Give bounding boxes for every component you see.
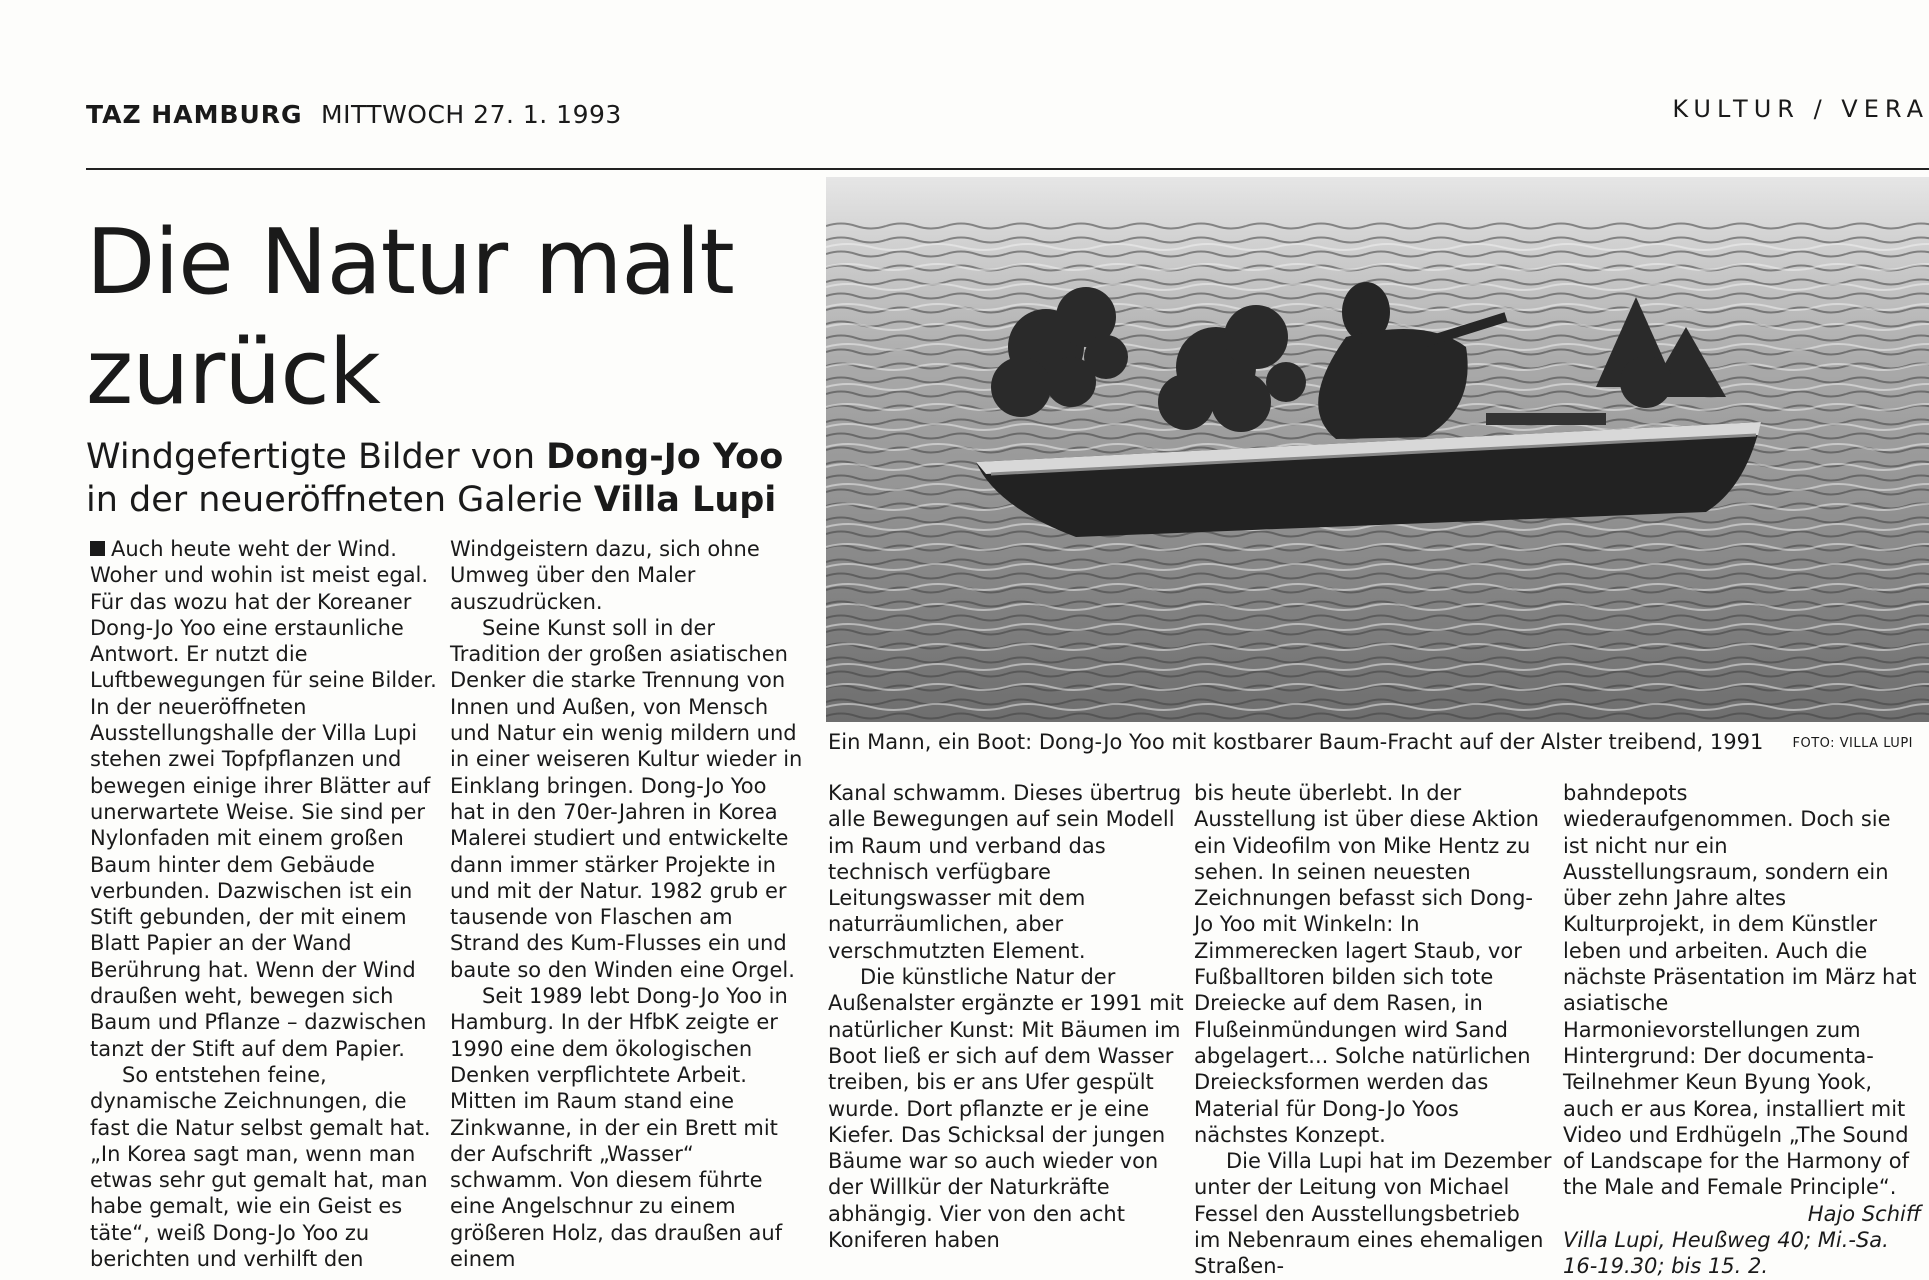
photo-caption: Ein Mann, ein Boot: Dong-Jo Yoo mit kostbarer Baum-Fracht auf der Alster treibend, 1991 — [828, 730, 1764, 754]
article-column-3 — [828, 780, 1186, 1253]
article-paragraph — [90, 536, 445, 1062]
issue-date: MITTWOCH 27. 1. 1993 — [321, 100, 622, 129]
subheadline — [86, 436, 806, 522]
article-paragraph: Seit 1989 lebt Dong-Jo Yoo in Hamburg. In der HfbK zeigte er 1990 eine dem ökologischen Denken verpflichtete Arbeit. Mitten im Raum stand eine Zinkwanne, in der ein Brett mit der Aufschrift „Wasser“ schwamm. Von diesem führte eine Angelschnur zu einem größeren Holz, das draußen auf einem — [450, 984, 788, 1272]
subhead-line-1-text: Windgefertigte Bilder von — [86, 437, 547, 477]
article-paragraph: Seine Kunst soll in der Tradition der großen asiatischen Denker die starke Trennung von Innen und Außen, von Mensch und Natur ein wenig mildern und in einer weiseren Kultur wieder in Einklang bringen. Dong-Jo Yoo hat in den 70er-Jahren in Korea Malerei studiert und entwickelte dann immer stärker Projekte in und mit der Natur. 1982 grub er tausende von Flaschen am Strand des Kum-Flusses ein und baute so den Winden eine Orgel. — [450, 615, 803, 982]
article-column-2 — [450, 536, 805, 1272]
article-column-1 — [90, 536, 445, 1272]
article-paragraph: Windgeistern dazu, sich ohne Umweg über den Maler auszudrücken. — [450, 537, 760, 614]
section-label: KULTUR / VERA — [1672, 95, 1929, 123]
photo-credit: FOTO: VILLA LUPI — [1792, 736, 1913, 751]
paragraph-marker-icon — [90, 541, 105, 556]
newspaper-name: TAZ HAMBURG — [86, 100, 303, 129]
article-paragraph: bis heute überlebt. In der Ausstellung ist über diese Aktion ein Videofilm von Mike Hentz zu sehen. In seinen neuesten Zeichnungen befasst sich Dong-Jo Yoo mit Winkeln: In Zimmerecken lagert Staub, vor Fußballtoren bilden sich tote Dreiecke auf dem Rasen, in Flußeinmündungen wird Sand abgelagert... Solche natürlichen Dreiecksformen werden das Material für Dong-Jo Yoos nächstes Konzept. — [1194, 781, 1539, 1147]
masthead — [86, 100, 622, 129]
article-paragraph: Die Villa Lupi hat im Dezember unter der Leitung von Michael Fessel den Ausstellungsbetrieb im Nebenraum eines ehemaligen Straßen- — [1194, 1149, 1552, 1279]
article-paragraph: Kanal schwamm. Dieses übertrug alle Bewegungen auf sein Modell im Raum und verband das technisch verfügbare Leitungswasser mit dem naturräumlichen, aber verschmutzten Element. — [828, 781, 1182, 963]
article-column-4 — [1194, 780, 1552, 1280]
exhibition-info: Villa Lupi, Heußweg 40; Mi.-Sa. 16-19.30; bis 15. 2. — [1563, 1228, 1889, 1279]
gallery-name: Villa Lupi — [593, 480, 777, 520]
author-byline: Hajo Schiff — [1807, 1201, 1921, 1226]
news-photo — [826, 177, 1929, 722]
subhead-line-2-text: in der neueröffneten Galerie — [86, 480, 594, 520]
headline — [86, 208, 806, 428]
article-paragraph: So entstehen feine, dynamische Zeichnungen, die fast die Natur selbst gemalt hat. „In Korea sagt man, wenn man etwas sehr gut gemalt hat, man habe gemalt, wie ein Geist es täte“, weiß Dong-Jo Yoo zu berichten und verhilft den — [90, 1062, 431, 1272]
article-column-5 — [1563, 780, 1921, 1280]
headline-line-1: Die Natur malt — [86, 210, 734, 315]
artist-name: Dong-Jo Yoo — [546, 437, 784, 477]
header-rule — [86, 168, 1929, 170]
headline-line-2: zurück — [86, 320, 380, 425]
article-paragraph: Die künstliche Natur der Außenalster ergänzte er 1991 mit natürlicher Kunst: Mit Bäumen im Boot ließ er sich auf dem Wasser treiben, bis er ans Ufer gespült wurde. Dort pflanzte er je eine Kiefer. Das Schicksal der jungen Bäume war so auch wieder von der Willkür der Naturkräfte abhängig. Vier von den acht Koniferen haben — [828, 965, 1184, 1253]
paragraph-text: Auch heute weht der Wind. Woher und wohin ist meist egal. Für das wozu hat der Koreaner Dong-Jo Yoo eine erstaunliche Antwort. Er nutzt die Luftbewegungen für seine Bilder. In der neueröffneten Ausstellungshalle der Villa Lupi stehen zwei Topfpflanzen und bewegen einige ihrer Blätter auf unerwartete Weise. Sie sind per Nylonfaden mit einem großen Baum hinter dem Gebäude verbunden. Dazwischen ist ein Stift gebunden, der mit einem Blatt Papier an der Wand Berührung hat. Wenn der Wind draußen weht, bewegen sich Baum und Pflanze – dazwischen tanzt der Stift auf dem Papier. — [90, 537, 437, 1061]
article-paragraph: bahndepots wiederaufgenommen. Doch sie ist nicht nur ein Ausstellungsraum, sondern ein über zehn Jahre altes Kulturprojekt, in dem Künstler leben und arbeiten. Auch die nächste Präsentation im März hat asiatische Harmonievorstellungen zum Hintergrund: Der documenta-Teilnehmer Keun Byung Yook, auch er aus Korea, installiert mit Video und Erdhügeln „The Sound of Landscape for the Harmony of the Male and Female Principle“. — [1563, 781, 1917, 1200]
